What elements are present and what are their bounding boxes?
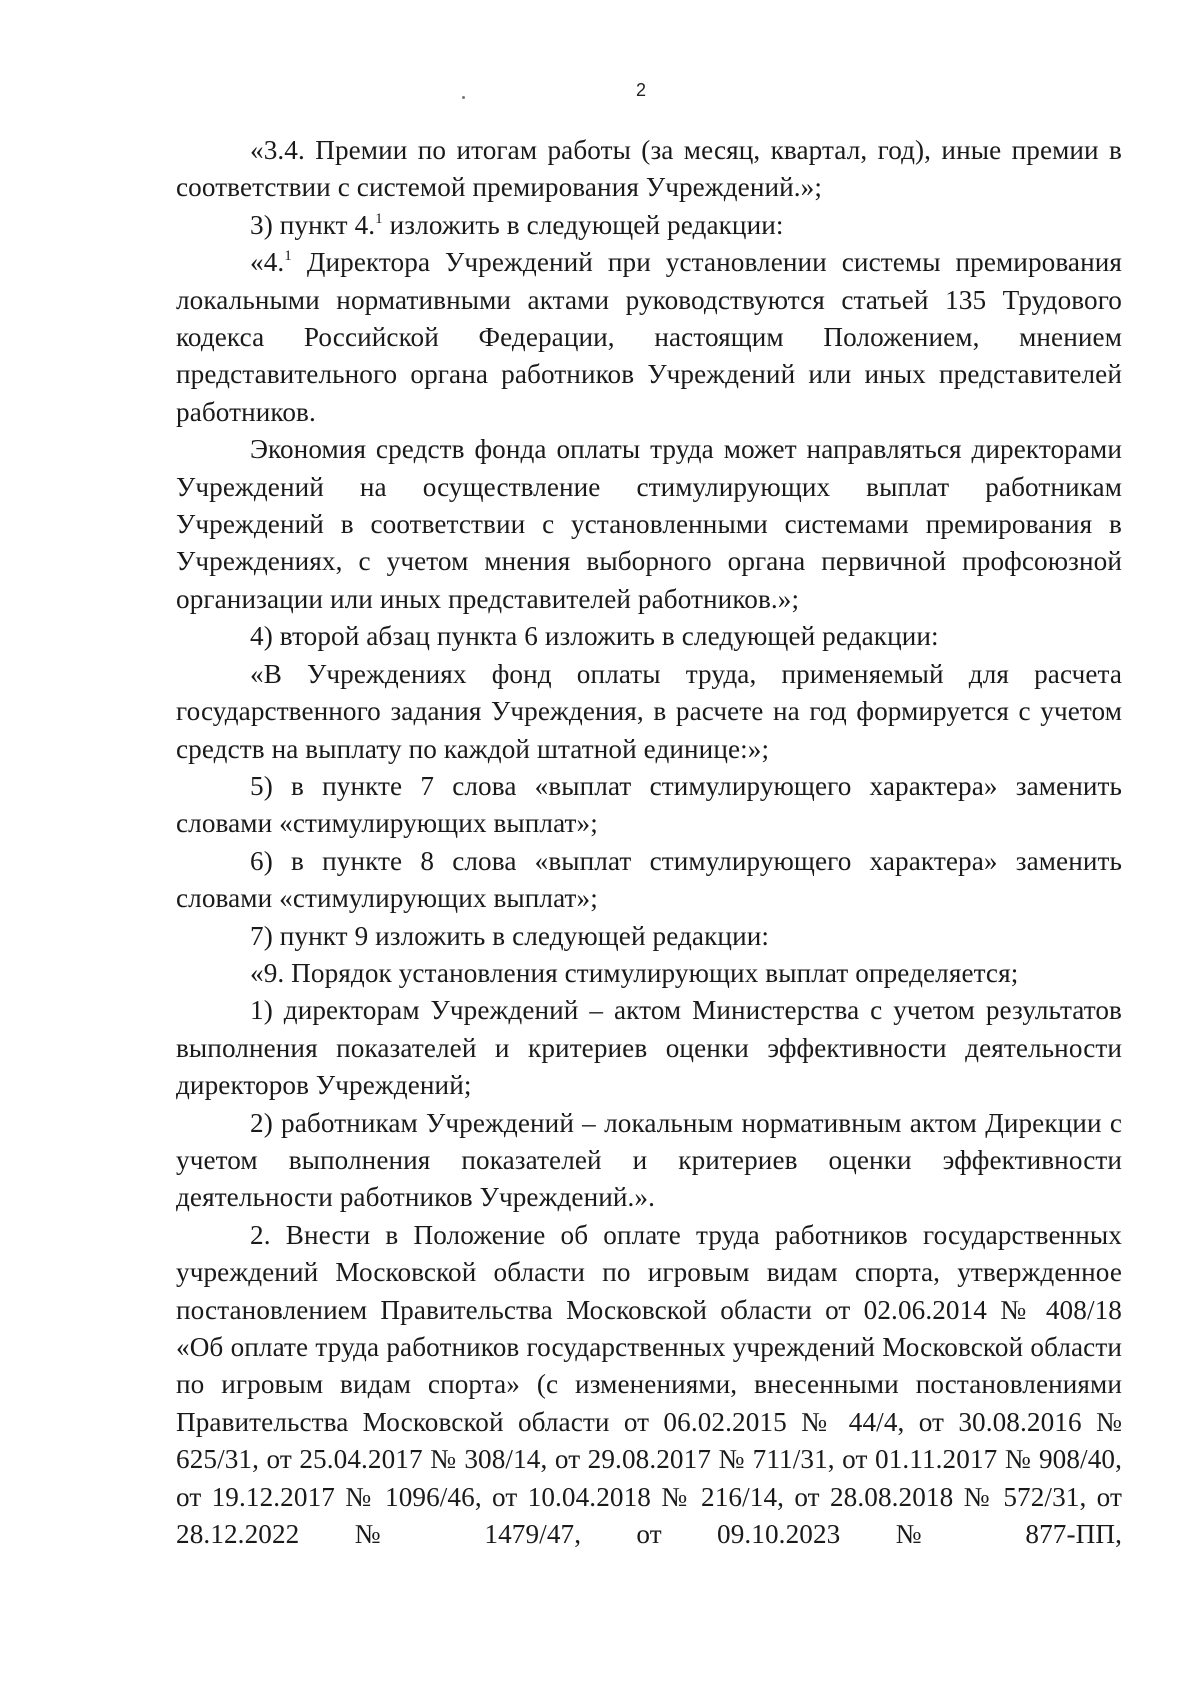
paragraph-item-3 bbox=[176, 207, 1122, 244]
paragraph-3-4-premii: «3.4. Премии по итогам работы (за месяц, квартал, год), иные премии в соответствии с системой премирования Учреждений.»; bbox=[176, 135, 1122, 203]
paragraph-4-1-head: «4. bbox=[250, 247, 285, 278]
superscript-1: 1 bbox=[284, 248, 292, 265]
paragraph-fond-oplaty: «В Учреждениях фонд оплаты труда, применяемый для расчета государственного задания Учреждения, в расчете на год формируется с учетом средств на выплату по каждой штатной единице:»; bbox=[176, 658, 1122, 764]
paragraph-item-3-tail: изложить в следующей редакции: bbox=[382, 209, 784, 240]
paragraph-item-5: 5) в пункте 7 слова «выплат стимулирующего характера» заменить словами «стимулирующих выплат»; bbox=[176, 770, 1122, 839]
paragraph-ekonomiya: Экономия средств фонда оплаты труда может направляться директорами Учреждений на осуществление стимулирующих выплат работникам Учреждений в соответствии с установленными системами премирования в Учреждениях, с учетом мнения выборного органа первичной профсоюзной организации или иных представителей работников.»; bbox=[176, 434, 1122, 614]
paragraph-subitem-2: 2) работникам Учреждений – локальным нормативным актом Дирекции с учетом выполнения показателей и критериев оценки эффективности деятельности работников Учреждений.». bbox=[176, 1107, 1122, 1213]
paragraph-item-4: 4) второй абзац пункта 6 изложить в следующей редакции: bbox=[250, 621, 939, 652]
paragraph-item-7: 7) пункт 9 изложить в следующей редакции: bbox=[250, 920, 770, 951]
superscript-1: 1 bbox=[375, 210, 383, 227]
document-body bbox=[176, 132, 1122, 1553]
paragraph-section-2: 2. Внести в Положение об оплате труда работников государственных учреждений Московской области по игровым видам спорта, утвержденное постановлением Правительства Московской области от 02.06.2014 № 408/18 «Об оплате труда работников государственных учреждений Московской области по игровым видам спорта» (с изменениями, внесенными постановлениями Правительства Московской области от 06.02.2015 № 44/4, от 30.08.2016 № 625/31, от 25.04.2017 № 308/14, от 29.08.2017 № 711/31, от 01.11.2017 № 908/40, от 19.12.2017 № 1096/46, от 10.04.2018 № 216/14, от 28.08.2018 № 572/31, от 28.12.2022 № 1479/47, от 09.10.2023 № 877-ПП, bbox=[176, 1219, 1122, 1550]
paragraph-item-6: 6) в пункте 8 слова «выплат стимулирующего характера» заменить словами «стимулирующих выплат»; bbox=[176, 845, 1122, 914]
paragraph-9-poryadok: «9. Порядок установления стимулирующих выплат определяется; bbox=[250, 957, 1019, 988]
page-number: 2 bbox=[635, 80, 646, 100]
paragraph-subitem-1: 1) директорам Учреждений – актом Министерства с учетом результатов выполнения показателей и критериев оценки эффективности деятельности директоров Учреждений; bbox=[176, 995, 1122, 1101]
paragraph-4-1-direktora bbox=[176, 244, 1122, 431]
paragraph-item-3-head: 3) пункт 4. bbox=[250, 209, 376, 240]
paragraph-4-1-tail: Директора Учреждений при установлении системы премирования локальными нормативными актами руководствуются статьей 135 Трудового кодекса Российской Федерации, настоящим Положением, мнением представительного органа работников Учреждений или иных представителей работников. bbox=[176, 247, 1122, 427]
